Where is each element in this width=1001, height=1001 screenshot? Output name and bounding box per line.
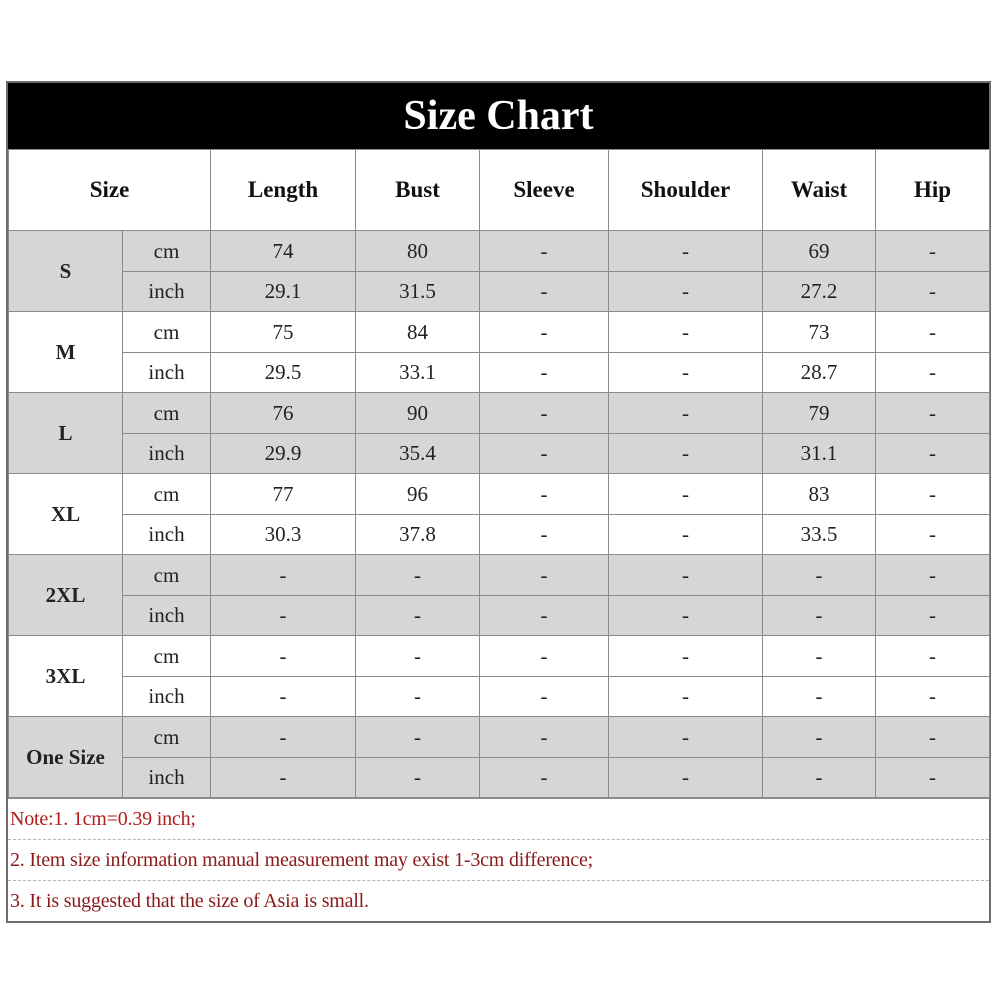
size-label: S [9, 231, 123, 312]
measurement-cell: - [876, 474, 990, 515]
measurement-cell: - [211, 717, 356, 758]
measurement-cell: - [480, 474, 609, 515]
measurement-cell: - [480, 636, 609, 677]
measurement-cell: - [356, 596, 480, 636]
measurement-cell: - [763, 758, 876, 798]
measurement-cell: - [609, 636, 763, 677]
measurement-cell: - [609, 393, 763, 434]
size-label: One Size [9, 717, 123, 798]
table-row [9, 231, 990, 272]
size-table [8, 149, 990, 798]
measurement-cell: - [480, 272, 609, 312]
header-length: Length [211, 150, 356, 231]
measurement-cell: - [876, 515, 990, 555]
measurement-cell: - [480, 677, 609, 717]
measurement-cell: 74 [211, 231, 356, 272]
unit-label-inch: inch [123, 596, 211, 636]
table-row [9, 758, 990, 798]
measurement-cell: - [480, 717, 609, 758]
measurement-cell: 75 [211, 312, 356, 353]
measurement-cell: - [356, 555, 480, 596]
table-row [9, 596, 990, 636]
unit-label-inch: inch [123, 272, 211, 312]
table-row [9, 393, 990, 434]
measurement-cell: 29.9 [211, 434, 356, 474]
measurement-cell: - [876, 393, 990, 434]
unit-label-inch: inch [123, 353, 211, 393]
header-bust: Bust [356, 150, 480, 231]
measurement-cell: 79 [763, 393, 876, 434]
measurement-cell: - [211, 677, 356, 717]
measurement-cell: 30.3 [211, 515, 356, 555]
unit-label-inch: inch [123, 758, 211, 798]
header-sleeve: Sleeve [480, 150, 609, 231]
measurement-cell: - [763, 717, 876, 758]
measurement-cell: - [480, 515, 609, 555]
size-table-body [9, 231, 990, 798]
measurement-cell: - [609, 353, 763, 393]
unit-label-cm: cm [123, 474, 211, 515]
table-row [9, 474, 990, 515]
measurement-cell: 33.1 [356, 353, 480, 393]
measurement-cell: - [763, 677, 876, 717]
measurement-cell: - [211, 555, 356, 596]
measurement-cell: 29.1 [211, 272, 356, 312]
measurement-cell: 35.4 [356, 434, 480, 474]
measurement-cell: - [609, 555, 763, 596]
measurement-cell: - [876, 555, 990, 596]
measurement-cell: 90 [356, 393, 480, 434]
unit-label-inch: inch [123, 677, 211, 717]
unit-label-cm: cm [123, 717, 211, 758]
unit-label-cm: cm [123, 231, 211, 272]
table-row [9, 353, 990, 393]
measurement-cell: - [609, 272, 763, 312]
table-row [9, 434, 990, 474]
table-row [9, 677, 990, 717]
measurement-cell: 69 [763, 231, 876, 272]
measurement-cell: - [356, 717, 480, 758]
table-row [9, 515, 990, 555]
measurement-cell: 31.5 [356, 272, 480, 312]
unit-label-inch: inch [123, 434, 211, 474]
table-row [9, 636, 990, 677]
measurement-cell: - [609, 231, 763, 272]
measurement-cell: 37.8 [356, 515, 480, 555]
measurement-cell: - [876, 272, 990, 312]
measurement-cell: 73 [763, 312, 876, 353]
measurement-cell: - [876, 596, 990, 636]
measurement-cell: 76 [211, 393, 356, 434]
measurement-cell: - [480, 312, 609, 353]
header-shoulder: Shoulder [609, 150, 763, 231]
measurement-cell: - [763, 555, 876, 596]
measurement-cell: - [609, 717, 763, 758]
measurement-cell: 84 [356, 312, 480, 353]
measurement-cell: - [480, 555, 609, 596]
size-label: L [9, 393, 123, 474]
measurement-cell: - [876, 312, 990, 353]
note-1: Note:1. 1cm=0.39 inch; [8, 798, 989, 839]
measurement-cell: - [609, 434, 763, 474]
measurement-cell: - [876, 434, 990, 474]
notes [8, 798, 989, 921]
measurement-cell: - [480, 393, 609, 434]
measurement-cell: - [876, 231, 990, 272]
measurement-cell: - [480, 758, 609, 798]
unit-label-cm: cm [123, 636, 211, 677]
table-row [9, 717, 990, 758]
table-row [9, 272, 990, 312]
measurement-cell: - [609, 677, 763, 717]
table-row [9, 555, 990, 596]
header-waist: Waist [763, 150, 876, 231]
size-chart [6, 81, 991, 923]
unit-label-cm: cm [123, 555, 211, 596]
measurement-cell: - [876, 677, 990, 717]
unit-label-cm: cm [123, 393, 211, 434]
measurement-cell: - [609, 474, 763, 515]
measurement-cell: 28.7 [763, 353, 876, 393]
measurement-cell: - [763, 636, 876, 677]
size-label: 3XL [9, 636, 123, 717]
note-3: 3. It is suggested that the size of Asia is small. [8, 880, 989, 921]
size-label: 2XL [9, 555, 123, 636]
header-size: Size [9, 150, 211, 231]
measurement-cell: - [356, 758, 480, 798]
unit-label-cm: cm [123, 312, 211, 353]
measurement-cell: - [609, 515, 763, 555]
measurement-cell: - [480, 434, 609, 474]
measurement-cell: 83 [763, 474, 876, 515]
measurement-cell: - [876, 717, 990, 758]
measurement-cell: - [876, 758, 990, 798]
measurement-cell: 77 [211, 474, 356, 515]
measurement-cell: - [763, 596, 876, 636]
measurement-cell: 80 [356, 231, 480, 272]
table-row [9, 312, 990, 353]
measurement-cell: - [211, 636, 356, 677]
size-label: M [9, 312, 123, 393]
measurement-cell: 96 [356, 474, 480, 515]
measurement-cell: - [356, 636, 480, 677]
measurement-cell: - [480, 353, 609, 393]
measurement-cell: 33.5 [763, 515, 876, 555]
measurement-cell: - [480, 596, 609, 636]
measurement-cell: 27.2 [763, 272, 876, 312]
note-2: 2. Item size information manual measurement may exist 1-3cm difference; [8, 839, 989, 880]
header-row [9, 150, 990, 231]
unit-label-inch: inch [123, 515, 211, 555]
measurement-cell: - [356, 677, 480, 717]
measurement-cell: - [211, 596, 356, 636]
measurement-cell: - [609, 596, 763, 636]
measurement-cell: - [211, 758, 356, 798]
measurement-cell: - [876, 636, 990, 677]
chart-title: Size Chart [8, 83, 989, 149]
size-label: XL [9, 474, 123, 555]
measurement-cell: - [876, 353, 990, 393]
measurement-cell: - [609, 312, 763, 353]
measurement-cell: 29.5 [211, 353, 356, 393]
measurement-cell: 31.1 [763, 434, 876, 474]
measurement-cell: - [609, 758, 763, 798]
measurement-cell: - [480, 231, 609, 272]
header-hip: Hip [876, 150, 990, 231]
